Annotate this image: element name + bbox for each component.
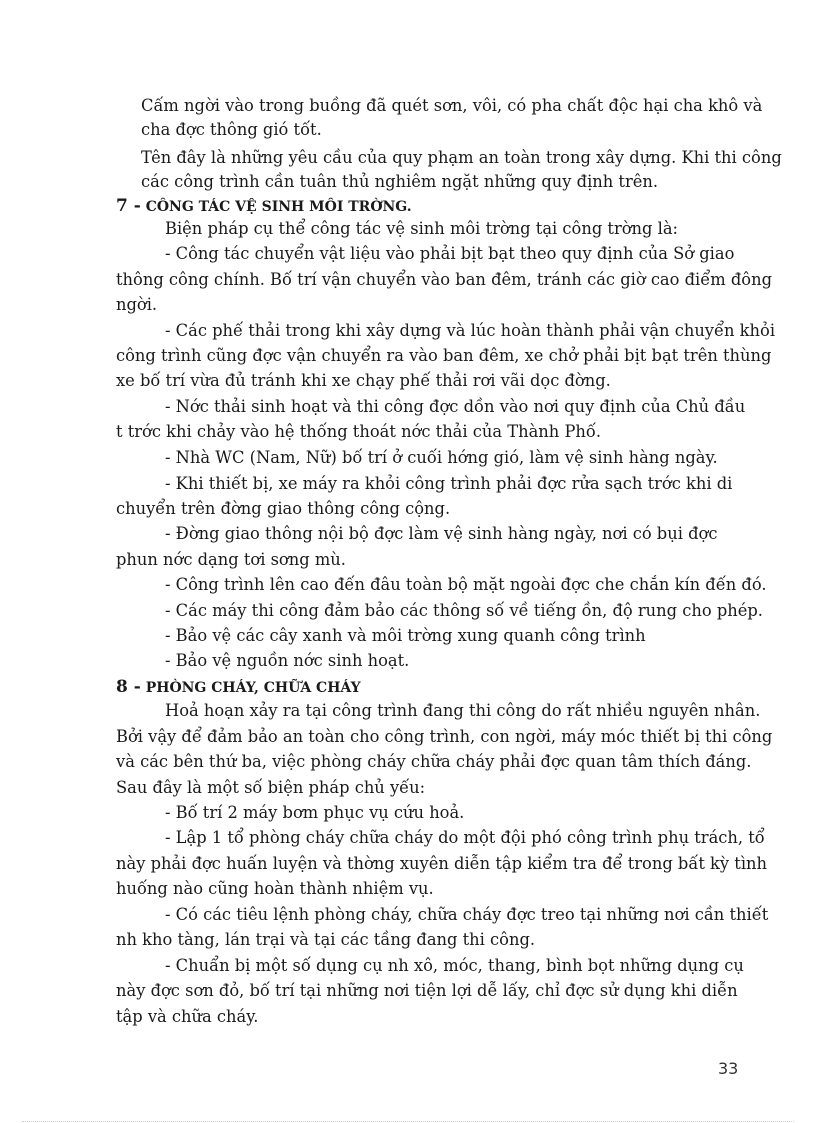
text-line: - Có các tiêu lệnh phòng cháy, chữa cháy đợc treo tại những nơi cần thiết — [165, 905, 769, 924]
text-line: này đợc sơn đỏ, bố trí tại những nơi tiện lợi dễ lấy, chỉ đợc sử dụng khi diễn — [116, 981, 738, 1000]
text-line: - Nhà WC (Nam, Nữ) bố trí ở cuối hớng gió, làm vệ sinh hàng ngày. — [165, 448, 718, 467]
text-line: các công trình cần tuân thủ nghiêm ngặt những quy định trên. — [141, 172, 659, 191]
text-line: Hoả hoạn xảy ra tại công trình đang thi công do rất nhiều nguyên nhân. — [165, 701, 761, 720]
text-line: - Đờng giao thông nội bộ đợc làm vệ sinh hàng ngày, nơi có bụi đợc — [165, 524, 718, 543]
text-line: - Công trình lên cao đến đâu toàn bộ mặt ngoài đợc che chắn kín đến đó. — [165, 575, 767, 594]
text-line: công trình cũng đợc vận chuyển ra vào ban đêm, xe chở phải bịt bạt trên thùng — [116, 346, 772, 365]
text-line: phun nớc dạng tơi sơng mù. — [116, 550, 346, 569]
text-line: - Bố trí 2 máy bơm phục vụ cứu hoả. — [165, 803, 465, 822]
text-line: huống nào cũng hoàn thành nhiệm vụ. — [116, 879, 434, 898]
bottom-divider — [22, 1121, 794, 1122]
page-number: 33 — [718, 1059, 739, 1078]
section-8-title: PHÒNG CHÁY, CHỮA CHÁY — [145, 680, 361, 696]
text-line: - Các máy thi công đảm bảo các thông số về tiếng ồn, độ rung cho phép. — [165, 601, 763, 620]
text-line: Cấm ngời vào trong buồng đã quét sơn, vôi, có pha chất độc hại cha khô và — [141, 96, 763, 115]
section-8-heading — [116, 677, 361, 698]
text-line: - Công tác chuyển vật liệu vào phải bịt bạt theo quy định của Sở giao — [165, 244, 735, 263]
text-line: xe bố trí vừa đủ tránh khi xe chạy phế thải rơi vãi dọc đờng. — [116, 371, 611, 390]
text-line: - Nớc thải sinh hoạt và thi công đợc dồn vào nơi quy định của Chủ đầu — [165, 397, 746, 416]
text-line: - Khi thiết bị, xe máy ra khỏi công trình phải đợc rửa sạch trớc khi di — [165, 474, 733, 493]
text-line: Biện pháp cụ thể công tác vệ sinh môi trờng tại công trờng là: — [165, 219, 679, 238]
text-line: ngời. — [116, 295, 158, 314]
section-8-number: 8 - — [116, 677, 141, 697]
text-line: nh kho tàng, lán trại và tại các tầng đang thi công. — [116, 930, 536, 949]
section-7-number: 7 - — [116, 196, 141, 216]
text-line: cha đợc thông gió tốt. — [141, 120, 322, 139]
text-line: - Bảo vệ các cây xanh và môi trờng xung quanh công trình — [165, 626, 646, 645]
text-line: tập và chữa cháy. — [116, 1007, 259, 1026]
text-line: thông công chính. Bố trí vận chuyển vào ban đêm, tránh các giờ cao điểm đông — [116, 270, 773, 289]
text-line: và các bên thứ ba, việc phòng cháy chữa cháy phải đợc quan tâm thích đáng. — [116, 752, 752, 771]
text-line: t trớc khi chảy vào hệ thống thoát nớc thải của Thành Phố. — [116, 422, 602, 441]
text-line: Bởi vậy để đảm bảo an toàn cho công trình, con ngời, máy móc thiết bị thi công — [116, 727, 773, 746]
section-7-heading — [116, 196, 412, 217]
text-line: - Lập 1 tổ phòng cháy chữa cháy do một đội phó công trình phụ trách, tổ — [165, 828, 765, 847]
text-line: này phải đợc huấn luyện và thờng xuyên diễn tập kiểm tra để trong bất kỳ tình — [116, 854, 768, 873]
text-line: - Các phế thải trong khi xây dựng và lúc hoàn thành phải vận chuyển khỏi — [165, 321, 776, 340]
section-7-title: CÔNG TÁC VỆ SINH MÔI TRỜNG. — [145, 199, 412, 215]
text-line: - Bảo vệ nguồn nớc sinh hoạt. — [165, 651, 410, 670]
text-line: chuyển trên đờng giao thông công cộng. — [116, 499, 451, 518]
text-line: - Chuẩn bị một số dụng cụ nh xô, móc, thang, bình bọt những dụng cụ — [165, 956, 744, 975]
text-line: Tên đây là những yêu cầu của quy phạm an toàn trong xây dựng. Khi thi công — [141, 148, 782, 167]
text-line: Sau đây là một số biện pháp chủ yếu: — [116, 778, 426, 797]
